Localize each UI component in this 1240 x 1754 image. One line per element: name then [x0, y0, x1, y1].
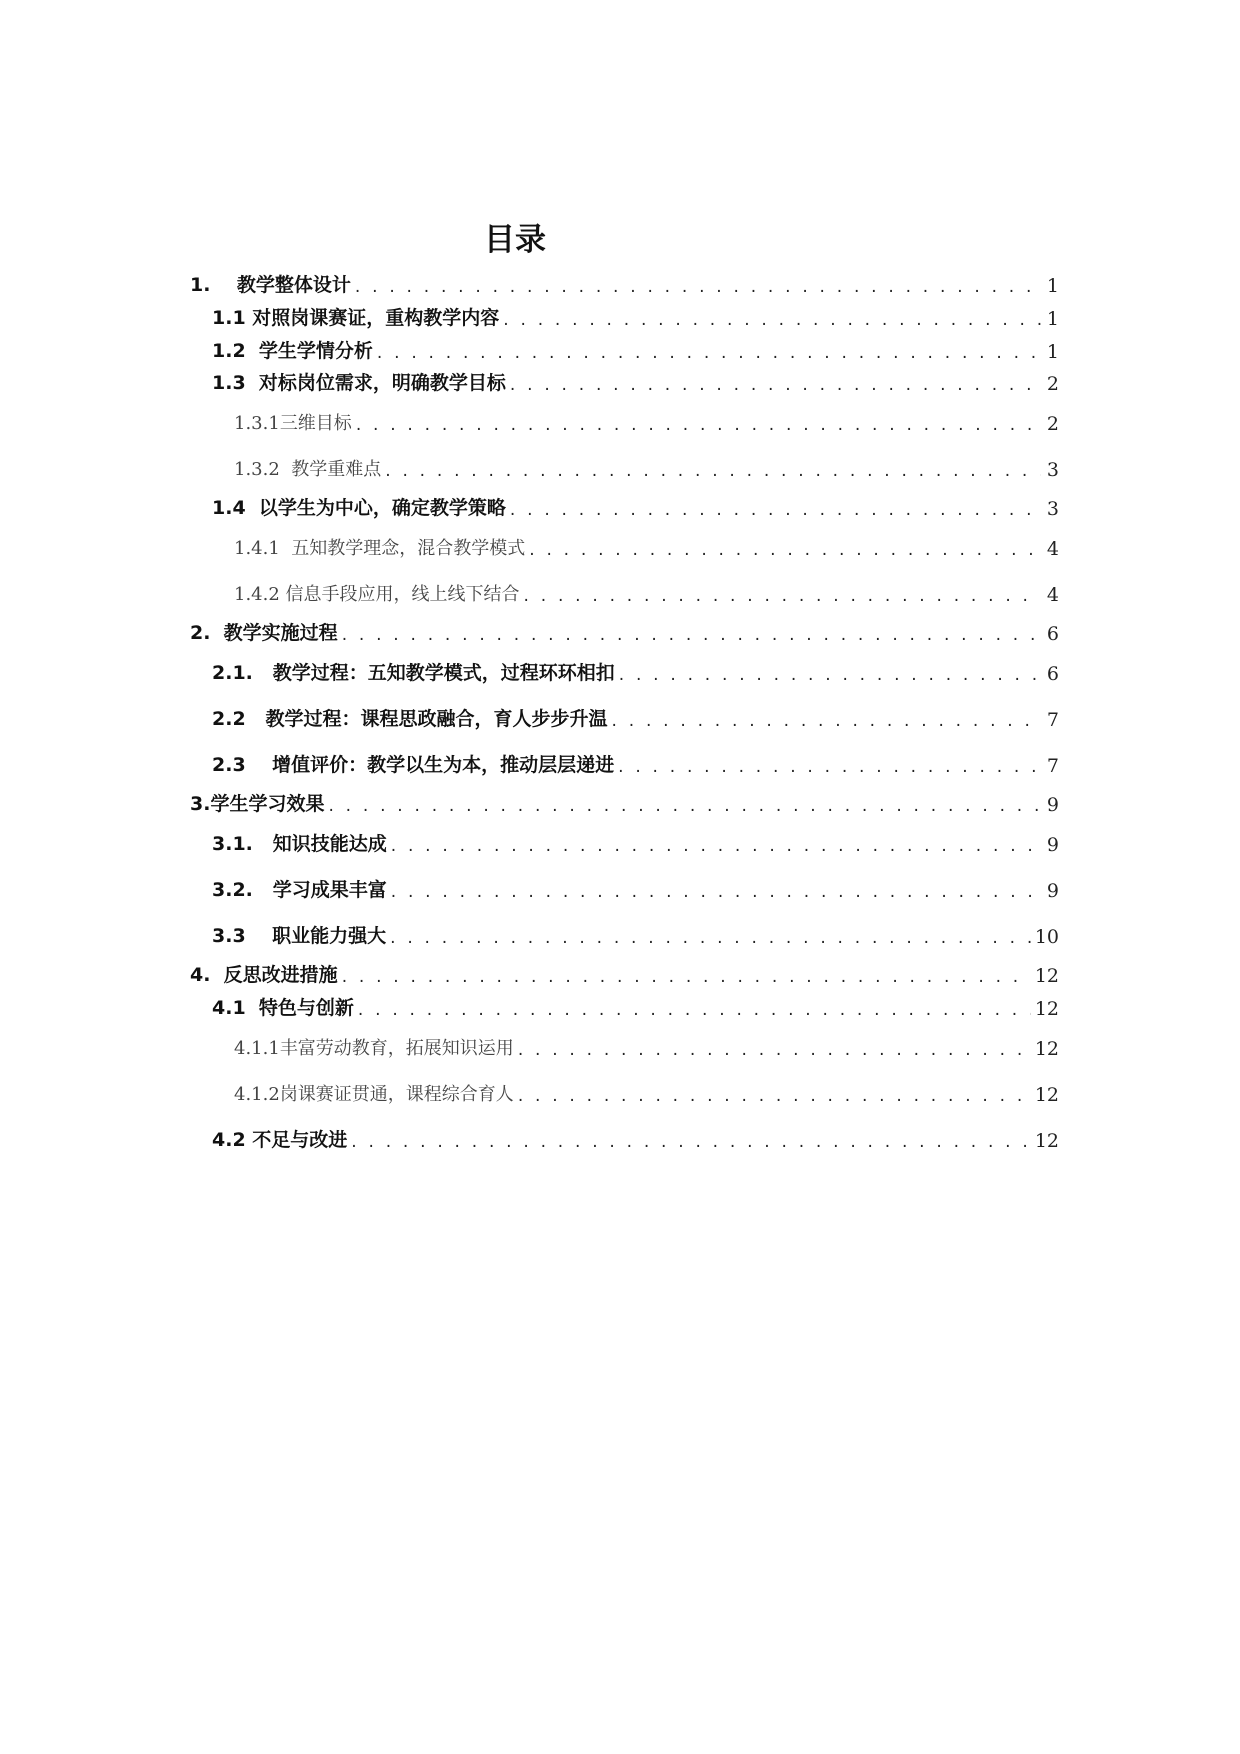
toc-entry-page: 1 — [1046, 308, 1059, 330]
dot-leader — [503, 309, 1041, 331]
toc-entry-number: 3. — [190, 793, 211, 815]
toc-entry-number: 3.1. — [212, 833, 273, 855]
toc-entry-title: 教学整体设计 — [236, 274, 351, 296]
toc-entry-number: 1.3.2 — [234, 459, 292, 480]
toc-entry-page: 1 — [1046, 275, 1059, 297]
toc-entry-title: 三维目标 — [279, 413, 352, 434]
dot-leader — [391, 835, 1041, 857]
toc-entry-number: 1.4.1 — [234, 538, 292, 559]
toc-entry-number: 2.1. — [212, 662, 273, 684]
toc-entry-number: 2. — [190, 622, 224, 644]
toc-entry-1-3[interactable] — [212, 366, 1059, 396]
dot-leader — [355, 276, 1041, 298]
dot-leader — [351, 1131, 1031, 1153]
toc-entry-1-1[interactable] — [212, 301, 1059, 331]
toc-entry-title: 以学生为中心，确定教学策略 — [258, 497, 506, 519]
toc-entry-number: 3.3 — [212, 925, 273, 947]
toc-entry-title: 对标岗位需求，明确教学目标 — [258, 372, 506, 394]
toc-entry-1-3-2[interactable] — [234, 452, 1059, 482]
toc-entry-title: 增值评价：教学以生为本，推动层层递进 — [272, 754, 615, 776]
toc-entry-2-1[interactable] — [212, 656, 1059, 686]
toc-entry-title: 职业能力强大 — [272, 925, 387, 947]
toc-entry-number: 3.2. — [212, 879, 273, 901]
toc-entry-title: 对照岗课赛证，重构教学内容 — [252, 307, 500, 329]
toc-entry-title: 教学过程：五知教学模式，过程环环相扣 — [272, 662, 615, 684]
toc-entry-4-1[interactable] — [212, 991, 1059, 1021]
toc-entry-number: 1.2 — [212, 340, 259, 362]
toc-entry-2-2[interactable] — [212, 702, 1059, 732]
toc-entry-page: 12 — [1034, 1038, 1059, 1060]
dot-leader — [391, 881, 1041, 903]
toc-entry-page: 6 — [1046, 663, 1059, 685]
dot-leader — [342, 624, 1041, 646]
toc-entry-page: 3 — [1046, 498, 1059, 520]
toc-entry-title: 五知教学理念，混合教学模式 — [291, 538, 526, 559]
toc-entry-4[interactable] — [190, 958, 1059, 988]
toc-entry-2-3[interactable] — [212, 748, 1059, 778]
toc-entry-page: 9 — [1046, 880, 1059, 902]
toc-entry-number: 4.2 — [212, 1129, 253, 1151]
dot-leader — [385, 460, 1041, 482]
toc-entry-page: 1 — [1046, 341, 1059, 363]
toc-entry-title: 丰富劳动教育，拓展知识运用 — [279, 1038, 514, 1059]
toc-entry-4-1-1[interactable] — [234, 1031, 1059, 1061]
toc-entry-title: 学生学习效果 — [210, 793, 325, 815]
toc-entry-number: 1.4.2 — [234, 584, 286, 605]
dot-leader — [358, 999, 1031, 1021]
toc-entry-page: 2 — [1046, 413, 1059, 435]
dot-leader — [612, 710, 1041, 732]
toc-entry-number: 1. — [190, 274, 237, 296]
toc-entry-page: 3 — [1046, 459, 1059, 481]
toc-entry-number: 4.1.2 — [234, 1084, 280, 1105]
toc-entry-number: 1.1 — [212, 307, 253, 329]
dot-leader — [618, 756, 1041, 778]
toc-entry-number: 4.1.1 — [234, 1038, 280, 1059]
toc-entry-number: 1.3.1 — [234, 413, 280, 434]
toc-entry-page: 6 — [1046, 623, 1059, 645]
toc-entry-title: 岗课赛证贯通，课程综合育人 — [279, 1084, 514, 1105]
toc-entry-page: 12 — [1034, 965, 1059, 987]
toc-entry-title: 反思改进措施 — [223, 964, 338, 986]
toc-entry-3-1[interactable] — [212, 827, 1059, 857]
toc-entry-3-3[interactable] — [212, 919, 1059, 949]
toc-entry-title: 学生学情分析 — [258, 340, 373, 362]
toc-entry-title: 不足与改进 — [252, 1129, 348, 1151]
dot-leader — [529, 539, 1041, 561]
dot-leader — [518, 1085, 1031, 1107]
toc-entry-page: 9 — [1046, 834, 1059, 856]
toc-entry-1-2[interactable] — [212, 334, 1059, 364]
toc-entry-3-2[interactable] — [212, 873, 1059, 903]
toc-entry-page: 9 — [1046, 794, 1059, 816]
toc-entry-page: 12 — [1034, 998, 1059, 1020]
toc-entry-4-2[interactable] — [212, 1123, 1059, 1153]
toc-entry-page: 4 — [1046, 584, 1059, 606]
toc-entry-2[interactable] — [190, 616, 1059, 646]
dot-leader — [356, 414, 1041, 436]
toc-entry-title: 特色与创新 — [258, 997, 354, 1019]
toc-entry-3[interactable] — [190, 787, 1059, 817]
toc-entry-page: 4 — [1046, 538, 1059, 560]
dot-leader — [390, 927, 1031, 949]
toc-entry-title: 教学过程：课程思政融合，育人步步升温 — [265, 708, 608, 730]
toc-entry-page: 12 — [1034, 1084, 1059, 1106]
toc-entry-title: 教学实施过程 — [223, 622, 338, 644]
toc-entry-title: 学习成果丰富 — [272, 879, 387, 901]
toc-entry-1-3-1[interactable] — [234, 406, 1059, 436]
toc-entry-page: 10 — [1034, 926, 1059, 948]
toc-entry-number: 1.4 — [212, 497, 259, 519]
toc-entry-page: 7 — [1046, 755, 1059, 777]
toc-entry-page: 7 — [1046, 709, 1059, 731]
dot-leader — [377, 342, 1041, 364]
toc-entry-page: 2 — [1046, 373, 1059, 395]
toc-entry-1-4[interactable] — [212, 491, 1059, 521]
toc-entry-title: 知识技能达成 — [272, 833, 387, 855]
toc-entry-number: 4. — [190, 964, 224, 986]
toc-entry-number: 1.3 — [212, 372, 259, 394]
toc-entry-number: 4.1 — [212, 997, 259, 1019]
dot-leader — [510, 499, 1041, 521]
toc-entry-number: 2.2 — [212, 708, 266, 730]
dot-leader — [342, 966, 1031, 988]
dot-leader — [518, 1039, 1031, 1061]
dot-leader — [510, 374, 1041, 396]
dot-leader — [619, 664, 1041, 686]
toc-entry-1-4-2[interactable] — [234, 577, 1059, 607]
toc-entry-number: 2.3 — [212, 754, 273, 776]
page-title: 目录 — [484, 222, 546, 258]
toc-entry-1-4-1[interactable] — [234, 531, 1059, 561]
toc-entry-title: 信息手段应用，线上线下结合 — [285, 584, 520, 605]
toc-entry-title: 教学重难点 — [291, 459, 382, 480]
dot-leader — [328, 795, 1041, 817]
toc-entry-page: 12 — [1034, 1130, 1059, 1152]
toc-entry-1[interactable] — [190, 268, 1059, 298]
dot-leader — [524, 585, 1041, 607]
toc-entry-4-1-2[interactable] — [234, 1077, 1059, 1107]
